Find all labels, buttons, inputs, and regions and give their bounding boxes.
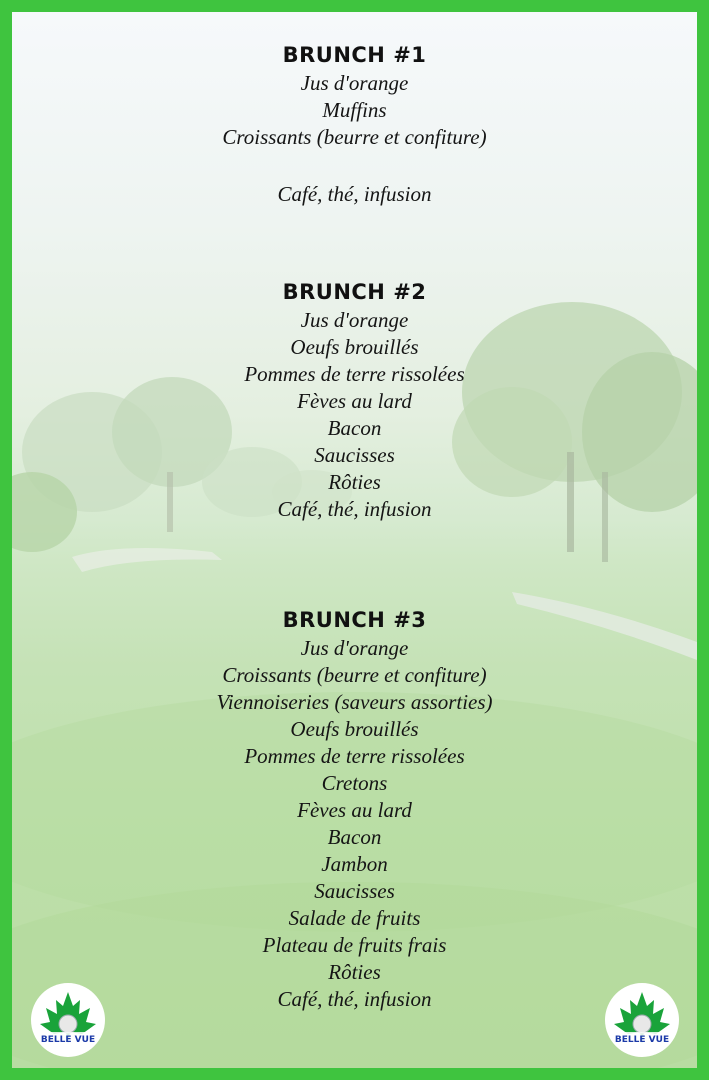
bellevue-logo-right xyxy=(604,982,680,1058)
brunch-title: BRUNCH #1 xyxy=(282,43,427,67)
brunch-section-3 xyxy=(12,605,697,1013)
menu-item: Cretons xyxy=(321,771,388,795)
menu-item: Jus d'orange xyxy=(300,636,409,660)
menu-item: Pommes de terre rissolées xyxy=(244,362,465,386)
menu-card xyxy=(12,12,697,1068)
menu-item: Café, thé, infusion xyxy=(277,987,432,1011)
menu-item: Oeufs brouillés xyxy=(290,717,419,741)
menu-item: Rôties xyxy=(328,470,381,494)
menu-item: Fèves au lard xyxy=(297,389,412,413)
brunch-section-1 xyxy=(12,40,697,208)
bellevue-logo-left xyxy=(30,982,106,1058)
menu-item: Plateau de fruits frais xyxy=(262,933,447,957)
menu-item-drinks: Café, thé, infusion xyxy=(277,182,432,206)
menu-item: Muffins xyxy=(322,98,387,122)
menu-item: Viennoiseries (saveurs assorties) xyxy=(216,690,493,714)
menu-item: Bacon xyxy=(327,825,382,849)
brunch-title: BRUNCH #2 xyxy=(282,280,427,304)
menu-item: Café, thé, infusion xyxy=(277,497,432,521)
logo-text: BELLE VUE xyxy=(40,1035,96,1045)
menu-item: Croissants (beurre et confiture) xyxy=(222,125,487,149)
menu-item: Rôties xyxy=(328,960,381,984)
menu-item: Jambon xyxy=(321,852,388,876)
brunch-title: BRUNCH #3 xyxy=(282,608,427,632)
menu-item: Saucisses xyxy=(314,443,395,467)
menu-item: Fèves au lard xyxy=(297,798,412,822)
menu-item: Salade de fruits xyxy=(288,906,421,930)
menu-item: Croissants (beurre et confiture) xyxy=(222,663,487,687)
brunch-menu xyxy=(12,12,697,1068)
menu-item: Jus d'orange xyxy=(300,308,409,332)
menu-item: Pommes de terre rissolées xyxy=(244,744,465,768)
logo-text: BELLE VUE xyxy=(614,1035,670,1045)
menu-item: Saucisses xyxy=(314,879,395,903)
menu-item: Jus d'orange xyxy=(300,71,409,95)
brunch-section-2 xyxy=(12,277,697,523)
menu-item: Bacon xyxy=(327,416,382,440)
menu-item: Oeufs brouillés xyxy=(290,335,419,359)
